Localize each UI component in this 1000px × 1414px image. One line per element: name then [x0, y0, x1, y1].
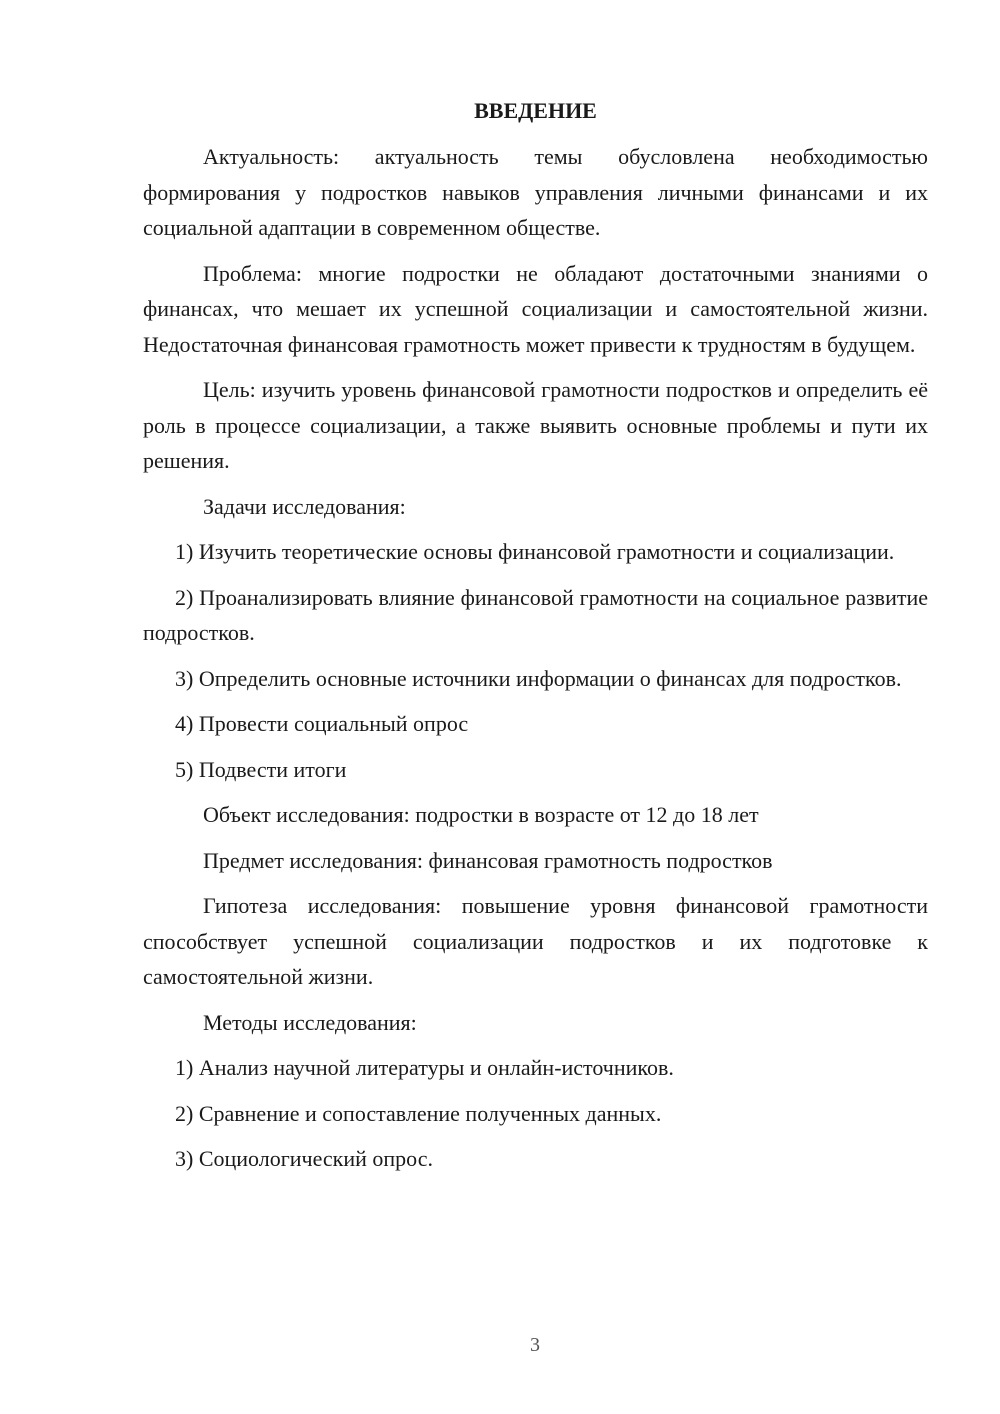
- method-item-1: 1) Анализ научной литературы и онлайн-источников.: [175, 1055, 674, 1080]
- tasks-heading: Задачи исследования:: [203, 493, 406, 519]
- page-number: 3: [530, 1334, 540, 1356]
- method-item-3: 3) Социологический опрос.: [175, 1146, 433, 1171]
- task-item-4: 4) Провести социальный опрос: [175, 711, 469, 736]
- task-item-3: 3) Определить основные источники информации о финансах для подростков.: [175, 665, 902, 691]
- paragraph-subject: Предмет исследования: финансовая грамотность подростков: [203, 847, 773, 873]
- document-body: [143, 96, 928, 1187]
- paragraph-relevance: Актуальность: актуальность темы обусловлена необходимостью формирования у подростков навыков управления личными финансами и их социальной адаптации в современном обществе.: [143, 144, 928, 240]
- paragraph-hypothesis: Гипотеза исследования: повышение уровня финансовой грамотности способствует успешной социализации подростков и их подготовке к самостоятельной жизни.: [143, 893, 928, 989]
- paragraph-goal: Цель: изучить уровень финансовой грамотности подростков и определить её роль в процессе социализации, а также выявить основные проблемы и пути их решения.: [143, 377, 928, 473]
- task-item-1: 1) Изучить теоретические основы финансовой грамотности и социализации.: [175, 539, 895, 564]
- paragraph-object: Объект исследования: подростки в возрасте от 12 до 18 лет: [203, 802, 759, 827]
- section-title: ВВЕДЕНИЕ: [474, 98, 597, 123]
- task-item-2: 2) Проанализировать влияние финансовой грамотности на социальное развитие подростков.: [143, 584, 928, 645]
- task-item-5: 5) Подвести итоги: [175, 756, 347, 782]
- paragraph-problem: Проблема: многие подростки не обладают достаточными знаниями о финансах, что мешает их успешной социализации и самостоятельной жизни. Недостаточная финансовая грамотность может привести к трудностям в будущем.: [143, 260, 928, 357]
- methods-heading: Методы исследования:: [203, 1009, 417, 1035]
- method-item-2: 2) Сравнение и сопоставление полученных данных.: [175, 1100, 662, 1126]
